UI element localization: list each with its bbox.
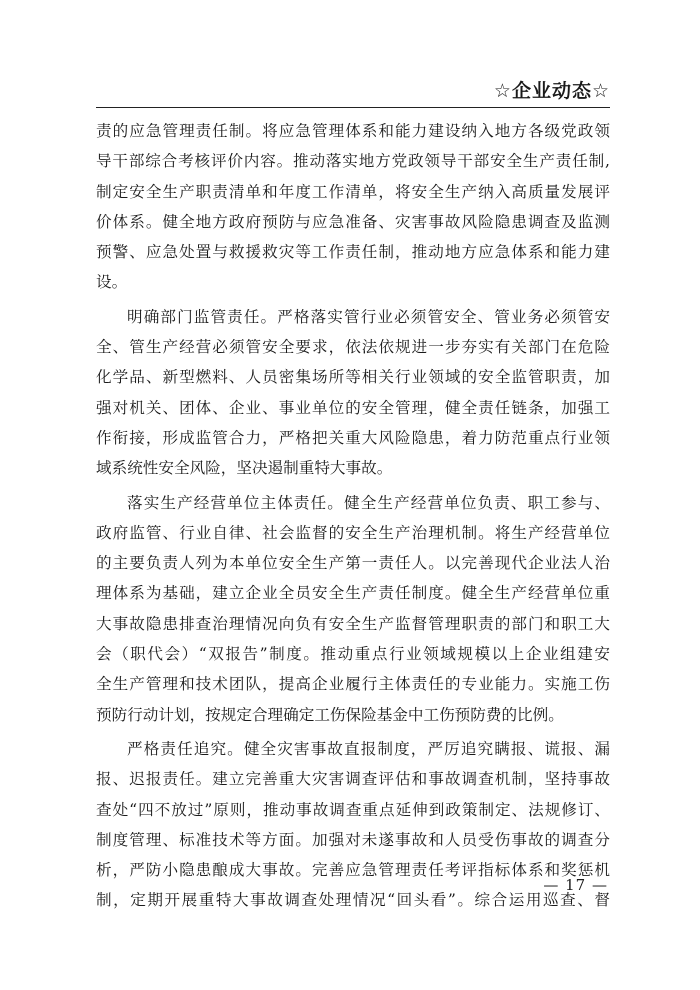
text-line: 会（职代会）“双报告”制度。推动重点行业领域规模以上企业组建安 (96, 645, 610, 664)
text-line: 析，严防小隐患酿成大事故。完善应急管理责任考评指标体系和奖惩机 (96, 861, 610, 880)
section-title: ☆企业动态☆ (493, 80, 610, 102)
text-line: 作衔接，形成监管合力，严格把关重大风险隐患，着力防范重点行业领 (96, 428, 610, 447)
text-line: 制度管理、标准技术等方面。加强对未遂事故和人员受伤事故的调查分 (96, 830, 610, 849)
text-line: 理体系为基础，建立企业全员安全生产责任制度。健全生产经营单位重 (96, 584, 610, 603)
text-line: 强对机关、团体、企业、事业单位的安全管理，健全责任链条，加强工 (96, 398, 610, 417)
text-line: 价体系。健全地方政府预防与应急准备、灾害事故风险隐患调查及监测 (96, 212, 610, 231)
text-line: 明确部门监管责任。严格落实管行业必须管安全、管业务必须管安 (127, 307, 610, 326)
text-line: 全生产管理和技术团队，提高企业履行主体责任的专业能力。实施工伤 (96, 675, 610, 694)
page-number: — 17 — (543, 876, 608, 894)
text-line: 设。 (96, 273, 128, 292)
text-line: 查处“四不放过”原则，推动事故调查重点延伸到政策制定、法规修订、 (96, 800, 610, 819)
text-line: 政府监管、行业自律、社会监督的安全生产治理机制。将生产经营单位 (96, 523, 610, 542)
text-line: 责的应急管理责任制。将应急管理体系和能力建设纳入地方各级党政领 (96, 122, 610, 140)
body-text (96, 116, 610, 916)
page-footer (0, 872, 700, 902)
paragraph (96, 116, 610, 298)
text-line: 全、管生产经营必须管安全要求，依法依规进一步夯实有关部门在危险 (96, 338, 610, 357)
text-line: 导干部综合考核评价内容。推动落实地方党政领导干部安全生产责任制, (96, 152, 610, 171)
text-line: 制，定期开展重特大事故调查处理情况“回头看”。综合运用巡查、督 (96, 891, 610, 910)
text-line: 大事故隐患排查治理情况向负有安全生产监督管理职责的部门和职工大 (96, 614, 610, 633)
paragraph (96, 488, 610, 730)
header-divider (96, 107, 610, 108)
text-line: 报、迟报责任。建立完善重大灾害调查评估和事故调查机制，坚持事故 (96, 770, 610, 789)
page-header (96, 78, 610, 108)
text-line: 制定安全生产职责清单和年度工作清单，将安全生产纳入高质量发展评 (96, 182, 610, 201)
text-line: 落实生产经营单位主体责任。健全生产经营单位负责、职工参与、 (127, 493, 610, 512)
paragraph (96, 302, 610, 484)
text-line: 化学品、新型燃料、人员密集场所等相关行业领域的安全监管职责，加 (96, 368, 610, 387)
text-line: 的主要负责人列为本单位安全生产第一责任人。以完善现代企业法人治 (96, 554, 610, 573)
text-line: 域系统性安全风险，坚决遏制重特大事故。 (96, 459, 393, 478)
text-line: 预警、应急处置与救援救灾等工作责任制，推动地方应急体系和能力建 (96, 243, 610, 262)
text-line: 预防行动计划，按规定合理确定工伤保险基金中工伤预防费的比例。 (96, 705, 564, 724)
text-line: 严格责任追究。健全灾害事故直报制度，严厉追究瞒报、谎报、漏 (127, 739, 610, 758)
